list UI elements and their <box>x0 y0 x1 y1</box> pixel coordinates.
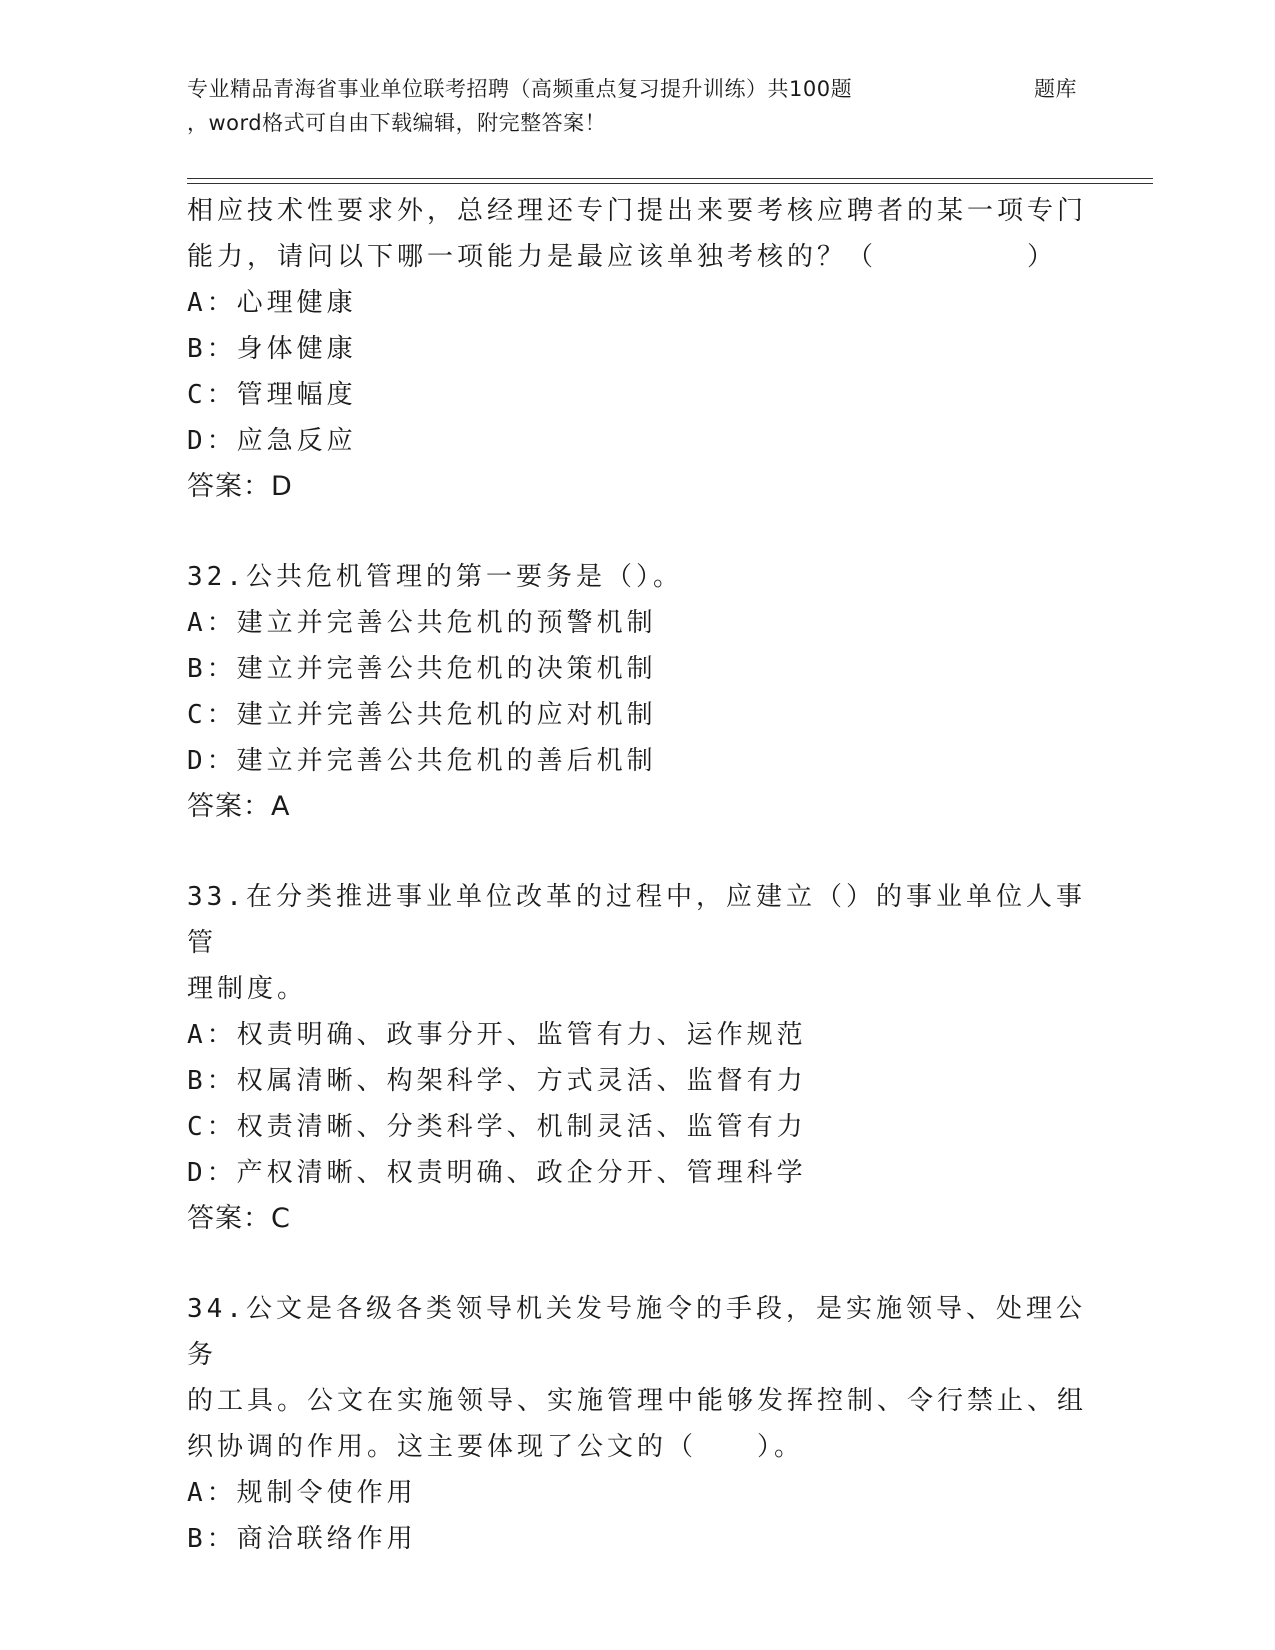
header-tag: 题库 <box>1034 77 1077 101</box>
page-header <box>187 72 1087 140</box>
header-line1 <box>187 72 1077 106</box>
question-31 <box>187 188 1097 510</box>
option-b: B：建立并完善公共危机的决策机制 <box>187 654 657 684</box>
option-b: B：商洽联络作用 <box>187 1524 417 1554</box>
option-a: A：建立并完善公共危机的预警机制 <box>187 608 657 638</box>
question-stem-line: 相应技术性要求外，总经理还专门提出来要考核应聘者的某一项专门 <box>187 196 1088 226</box>
question-stem-line: 32.公共危机管理的第一要务是（）。 <box>187 562 683 592</box>
question-stem-line: 理制度。 <box>187 974 308 1004</box>
option-d: D：建立并完善公共危机的善后机制 <box>187 746 657 776</box>
option-a: A：心理健康 <box>187 288 357 318</box>
option-a: A：规制令使作用 <box>187 1478 417 1508</box>
option-c: C：权责清晰、分类科学、机制灵活、监管有力 <box>187 1112 807 1142</box>
answer-line: 答案：A <box>187 791 291 822</box>
question-34 <box>187 1286 1097 1562</box>
option-d: D：应急反应 <box>187 426 357 456</box>
option-c: C：管理幅度 <box>187 380 357 410</box>
option-b: B：权属清晰、构架科学、方式灵活、监督有力 <box>187 1066 807 1096</box>
header-divider-bottom <box>187 183 1153 184</box>
answer-line: 答案：C <box>187 1203 291 1234</box>
option-c: C：建立并完善公共危机的应对机制 <box>187 700 657 730</box>
header-line2: ，word格式可自由下载编辑，附完整答案！ <box>187 111 607 135</box>
answer-line: 答案：D <box>187 471 293 502</box>
question-stem-line: 织协调的作用。这主要体现了公文的（ ）。 <box>187 1432 805 1462</box>
header-title: 专业精品青海省事业单位联考招聘（高频重点复习提升训练）共100题 <box>187 77 853 101</box>
question-content <box>187 188 1097 1562</box>
option-d: D：产权清晰、权责明确、政企分开、管理科学 <box>187 1158 807 1188</box>
option-b: B：身体健康 <box>187 334 357 364</box>
question-32 <box>187 554 1097 830</box>
question-stem-line: 能力，请问以下哪一项能力是最应该单独考核的？（ ） <box>187 242 1058 272</box>
question-stem-line: 33.在分类推进事业单位改革的过程中，应建立（）的事业单位人事管 <box>187 882 1086 958</box>
question-33 <box>187 874 1097 1242</box>
question-stem-line: 34.公文是各级各类领导机关发号施令的手段，是实施领导、处理公务 <box>187 1294 1086 1370</box>
header-divider-top <box>187 178 1153 179</box>
option-a: A：权责明确、政事分开、监管有力、运作规范 <box>187 1020 807 1050</box>
question-stem-line: 的工具。公文在实施领导、实施管理中能够发挥控制、令行禁止、组 <box>187 1386 1088 1416</box>
